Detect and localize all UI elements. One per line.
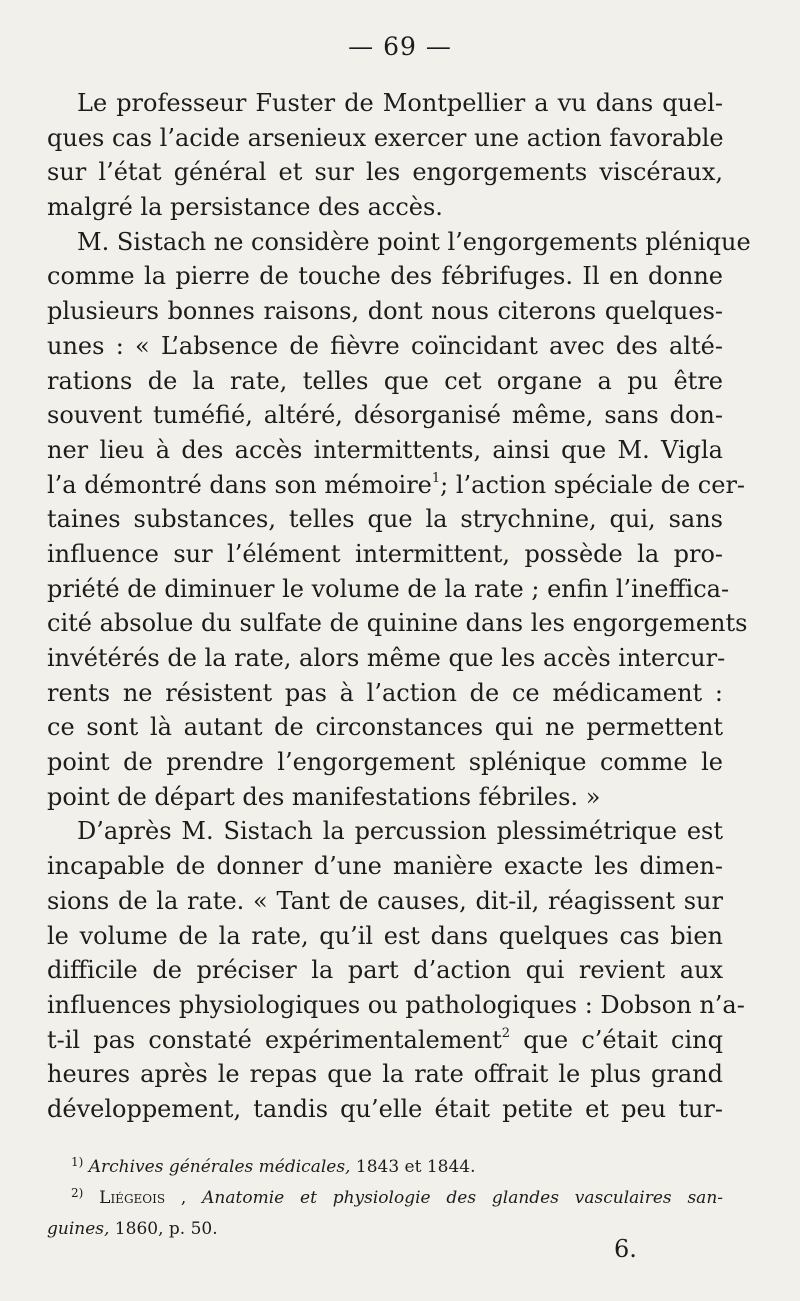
text-line: influences physiologiques ou pathologiques : Dobson n’a-: [47, 990, 745, 1019]
text-line: sions de la rate. « Tant de causes, dit-il, réagissent sur: [47, 886, 723, 915]
text-fragment: t-il pas constaté expérimentalement: [47, 1025, 502, 1054]
text-line: point de départ des manifestations fébriles. »: [47, 782, 601, 811]
page-number: — 69 —: [348, 32, 452, 61]
footnote-ref: 1: [431, 470, 441, 486]
text-line: comme la pierre de touche des fébrifuges. Il en donne: [47, 262, 723, 291]
text-line: malgré la persistance des accès.: [47, 193, 443, 222]
text-line: priété de diminuer le volume de la rate ; enfin l’ineffica-: [47, 574, 730, 603]
text-line: difficile de préciser la part d’action qui revient aux: [47, 956, 723, 985]
footnote-author: Liégeois: [99, 1188, 166, 1208]
footnote-title: Archives générales médicales,: [88, 1157, 351, 1177]
text-line: ce sont là autant de circonstances qui ne permettent: [47, 713, 723, 742]
text-line: souvent tuméfié, altéré, désorganisé même, sans don-: [47, 401, 723, 430]
text-line: plusieurs bonnes raisons, dont nous citerons quelques-: [47, 297, 723, 326]
text-line: cité absolue du sulfate de quinine dans les engorgements: [47, 609, 748, 638]
text-fragment: que c’était cinq: [510, 1025, 723, 1054]
text-line: ner lieu à des accès intermittents, ainsi que M. Vigla: [47, 435, 723, 464]
text-line-with-footnote: [47, 1023, 723, 1058]
footnote-title: guines,: [47, 1219, 110, 1239]
text-line: rents ne résistent pas à l’action de ce médicament :: [47, 678, 723, 707]
text-line: ques cas l’acide arsenieux exercer une action favorable: [47, 123, 724, 152]
text-line: M. Sistach ne considère point l’engorgements plénique: [77, 227, 751, 256]
text-line: influence sur l’élément intermittent, possède la pro-: [47, 539, 723, 568]
text-line: unes : « L’absence de fièvre coïncidant avec des alté-: [47, 331, 723, 360]
text-line: Le professeur Fuster de Montpellier a vu dans quel-: [77, 89, 723, 117]
footnote-separator: ,: [165, 1188, 203, 1208]
body-text: [47, 86, 751, 1127]
signature-mark: 6.: [614, 1235, 637, 1263]
text-line: incapable de donner d’une manière exacte les dimen-: [47, 852, 723, 881]
text-fragment: l’a démontré dans son mémoire: [47, 470, 432, 499]
text-line: rations de la rate, telles que cet organe a pu être: [47, 366, 723, 395]
text-line: D’après M. Sistach la percussion plessimétrique est: [77, 817, 723, 846]
text-line: invétérés de la rate, alors même que les accès intercur-: [47, 644, 726, 672]
footnote-text: 1843 et 1844.: [350, 1157, 476, 1177]
footnote-mark: 2): [71, 1186, 84, 1200]
text-line: point de prendre l’engorgement splénique comme le: [47, 748, 723, 777]
text-line: taines substances, telles que la strychnine, qui, sans: [47, 505, 723, 534]
footnote-ref: 2: [501, 1025, 511, 1041]
text-line: heures après le repas que la rate offrait le plus grand: [47, 1060, 723, 1089]
text-line: développement, tandis qu’elle était petite et peu tur-: [47, 1094, 723, 1123]
footnote-2: [47, 1183, 723, 1214]
footnote-text: 1860, p. 50.: [109, 1219, 218, 1239]
footnote-1: [47, 1152, 723, 1183]
text-line: le volume de la rate, qu’il est dans quelques cas bien: [47, 921, 723, 950]
text-fragment: ; l’action spéciale de cer-: [440, 470, 746, 499]
footnote-title: Anatomie et physiologie des glandes vasculaires san-: [202, 1188, 724, 1208]
footnotes: [47, 1152, 723, 1244]
text-line-with-footnote: [47, 468, 746, 503]
text-line: sur l’état général et sur les engorgements viscéraux,: [47, 158, 723, 187]
footnote-mark: 1): [71, 1155, 84, 1169]
